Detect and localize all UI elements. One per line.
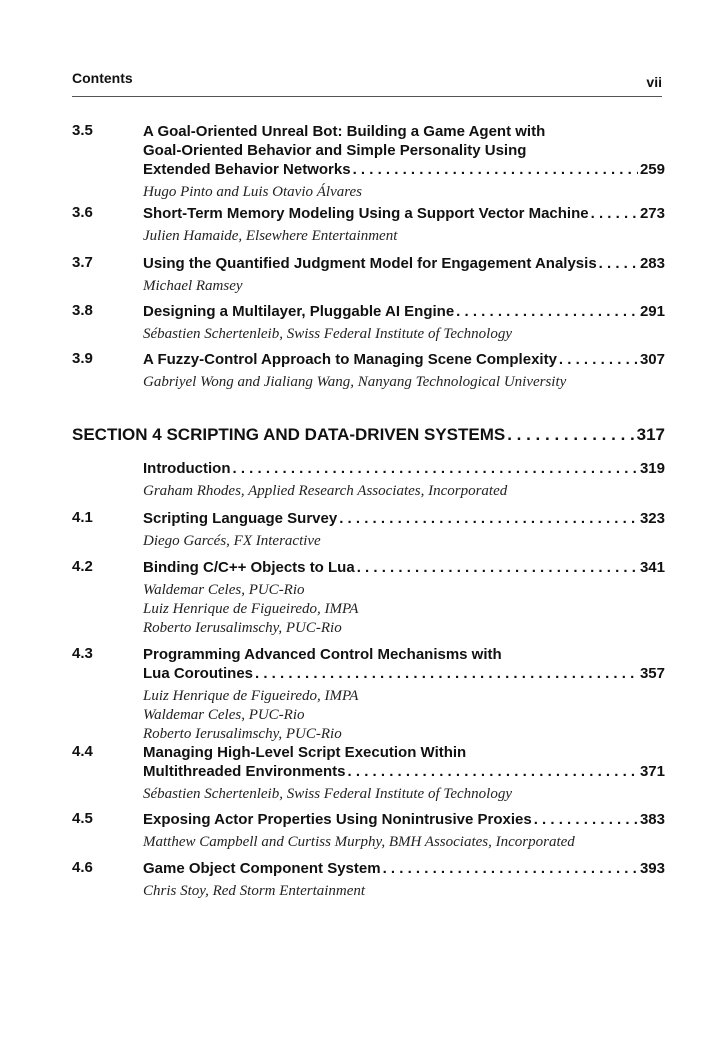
entry-page: 323 xyxy=(639,510,665,527)
leader-dots xyxy=(353,160,638,179)
entry-number: 3.6 xyxy=(72,204,93,221)
author-line: Roberto Ierusalimschy, PUC-Rio xyxy=(143,726,342,742)
author-line: Matthew Campbell and Curtiss Murphy, BMH Associates, Incorporated xyxy=(143,834,575,850)
leader-dots xyxy=(383,859,638,878)
leader-dots xyxy=(591,204,638,223)
entry-page: 383 xyxy=(639,811,665,828)
entry-title: Short-Term Memory Modeling Using a Support Vector Machine xyxy=(143,205,589,222)
entry-title: Exposing Actor Properties Using Nonintrusive Proxies xyxy=(143,811,532,828)
entry-title: Binding C/C++ Objects to Lua xyxy=(143,559,355,576)
toc-entry[interactable] xyxy=(72,254,665,295)
leader-dots xyxy=(456,302,638,321)
entry-number: 3.9 xyxy=(72,350,93,367)
toc-entry[interactable] xyxy=(72,350,665,391)
leader-dots xyxy=(507,424,634,446)
toc-entry[interactable] xyxy=(72,810,665,851)
section-heading xyxy=(72,424,665,446)
entry-title: Game Object Component System xyxy=(143,860,381,877)
entry-number: 3.5 xyxy=(72,122,93,139)
toc-entry[interactable] xyxy=(72,859,665,900)
author-line: Luiz Henrique de Figueiredo, IMPA xyxy=(143,601,359,617)
author-line: Sébastien Schertenleib, Swiss Federal Institute of Technology xyxy=(143,326,512,342)
entry-title: A Fuzzy-Control Approach to Managing Scene Complexity xyxy=(143,351,557,368)
author-line: Julien Hamaide, Elsewhere Entertainment xyxy=(143,228,398,244)
entry-page: 371 xyxy=(639,763,665,780)
entry-number: 4.2 xyxy=(72,558,93,575)
entry-authors xyxy=(143,581,665,637)
entry-number: 4.3 xyxy=(72,645,93,662)
entry-authors xyxy=(143,833,665,851)
entry-title: Using the Quantified Judgment Model for Engagement Analysis xyxy=(143,255,597,272)
entry-authors xyxy=(143,183,665,201)
entry-number: 3.8 xyxy=(72,302,93,319)
author-line: Hugo Pinto and Luis Otavio Álvares xyxy=(143,184,363,200)
entry-authors xyxy=(143,373,665,391)
author-line: Luiz Henrique de Figueiredo, IMPA xyxy=(143,688,359,704)
leader-dots xyxy=(339,509,638,528)
author-line: Chris Stoy, Red Storm Entertainment xyxy=(143,883,366,899)
entry-number: 4.5 xyxy=(72,810,93,827)
header-title: Contents xyxy=(72,70,133,86)
leader-dots xyxy=(255,664,638,683)
entry-page: 319 xyxy=(639,460,665,477)
author-line: Waldemar Celes, PUC-Rio xyxy=(143,582,305,598)
entry-page: 273 xyxy=(639,205,665,222)
leader-dots xyxy=(232,459,637,478)
author-line: Diego Garcés, FX Interactive xyxy=(143,533,321,549)
entry-authors xyxy=(143,325,665,343)
entry-page: 283 xyxy=(639,255,665,272)
toc-entry[interactable] xyxy=(72,302,665,343)
section-page: 317 xyxy=(636,425,665,444)
toc-entry[interactable] xyxy=(72,509,665,550)
entry-number: 3.7 xyxy=(72,254,93,271)
entry-number: 4.4 xyxy=(72,743,93,760)
author-line: Michael Ramsey xyxy=(143,278,243,294)
entry-page: 307 xyxy=(639,351,665,368)
entry-title-line: A Goal-Oriented Unreal Bot: Building a Game Agent with xyxy=(143,123,546,140)
entry-title: Lua Coroutines xyxy=(143,665,254,682)
author-line: Roberto Ierusalimschy, PUC-Rio xyxy=(143,620,342,636)
leader-dots xyxy=(348,762,638,781)
entry-authors xyxy=(143,532,665,550)
entry-page: 259 xyxy=(639,161,665,178)
entry-page: 291 xyxy=(639,303,665,320)
author-line: Sébastien Schertenleib, Swiss Federal Institute of Technology xyxy=(143,786,512,802)
author-line: Graham Rhodes, Applied Research Associates, Incorporated xyxy=(143,483,508,499)
entry-title-line: Programming Advanced Control Mechanisms with xyxy=(143,646,502,663)
entry-authors xyxy=(143,785,665,803)
entry-authors xyxy=(143,277,665,295)
toc-entry[interactable] xyxy=(72,558,665,637)
leader-dots xyxy=(534,810,638,829)
toc-entry[interactable] xyxy=(72,122,665,201)
entry-title: Introduction xyxy=(143,460,231,477)
entry-number: 4.1 xyxy=(72,509,93,526)
entry-title-line: Goal-Oriented Behavior and Simple Personality Using xyxy=(143,142,527,159)
entry-title: Scripting Language Survey xyxy=(143,510,338,527)
running-header xyxy=(72,70,662,97)
entry-authors xyxy=(143,882,665,900)
page-number: vii xyxy=(646,74,662,90)
entry-title: Multithreaded Environments xyxy=(143,763,346,780)
toc-entry[interactable] xyxy=(72,743,665,803)
leader-dots xyxy=(559,350,638,369)
entry-authors xyxy=(143,227,665,245)
entry-title: Designing a Multilayer, Pluggable AI Engine xyxy=(143,303,455,320)
entry-title: Extended Behavior Networks xyxy=(143,161,351,178)
toc-entry[interactable] xyxy=(72,645,665,743)
entry-authors xyxy=(143,687,665,743)
author-line: Waldemar Celes, PUC-Rio xyxy=(143,707,305,723)
leader-dots xyxy=(357,558,638,577)
author-line: Gabriyel Wong and Jialiang Wang, Nanyang Technological University xyxy=(143,374,567,390)
entry-number: 4.6 xyxy=(72,859,93,876)
entry-page: 393 xyxy=(639,860,665,877)
leader-dots xyxy=(599,254,638,273)
entry-page: 357 xyxy=(639,665,665,682)
entry-page: 341 xyxy=(639,559,665,576)
entry-title-line: Managing High-Level Script Execution Within xyxy=(143,744,467,761)
entry-authors xyxy=(143,482,665,500)
toc-entry[interactable] xyxy=(72,204,665,245)
section-title: SECTION 4 SCRIPTING AND DATA-DRIVEN SYSTEMS xyxy=(72,425,506,444)
toc-entry[interactable] xyxy=(72,459,665,500)
